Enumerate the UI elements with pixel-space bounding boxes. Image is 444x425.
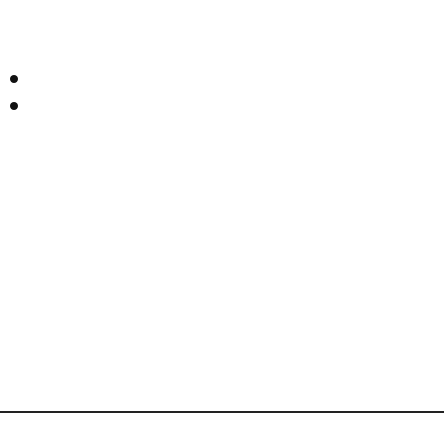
- headline: [10, 4, 436, 62]
- article-body: [10, 125, 436, 425]
- separator-rule: [0, 411, 444, 413]
- subheadline-item: [10, 95, 436, 117]
- bullet-icon: [10, 75, 18, 83]
- subheadline-list: [10, 68, 436, 117]
- bullet-icon: [10, 102, 18, 110]
- subheadline-item: [10, 68, 436, 90]
